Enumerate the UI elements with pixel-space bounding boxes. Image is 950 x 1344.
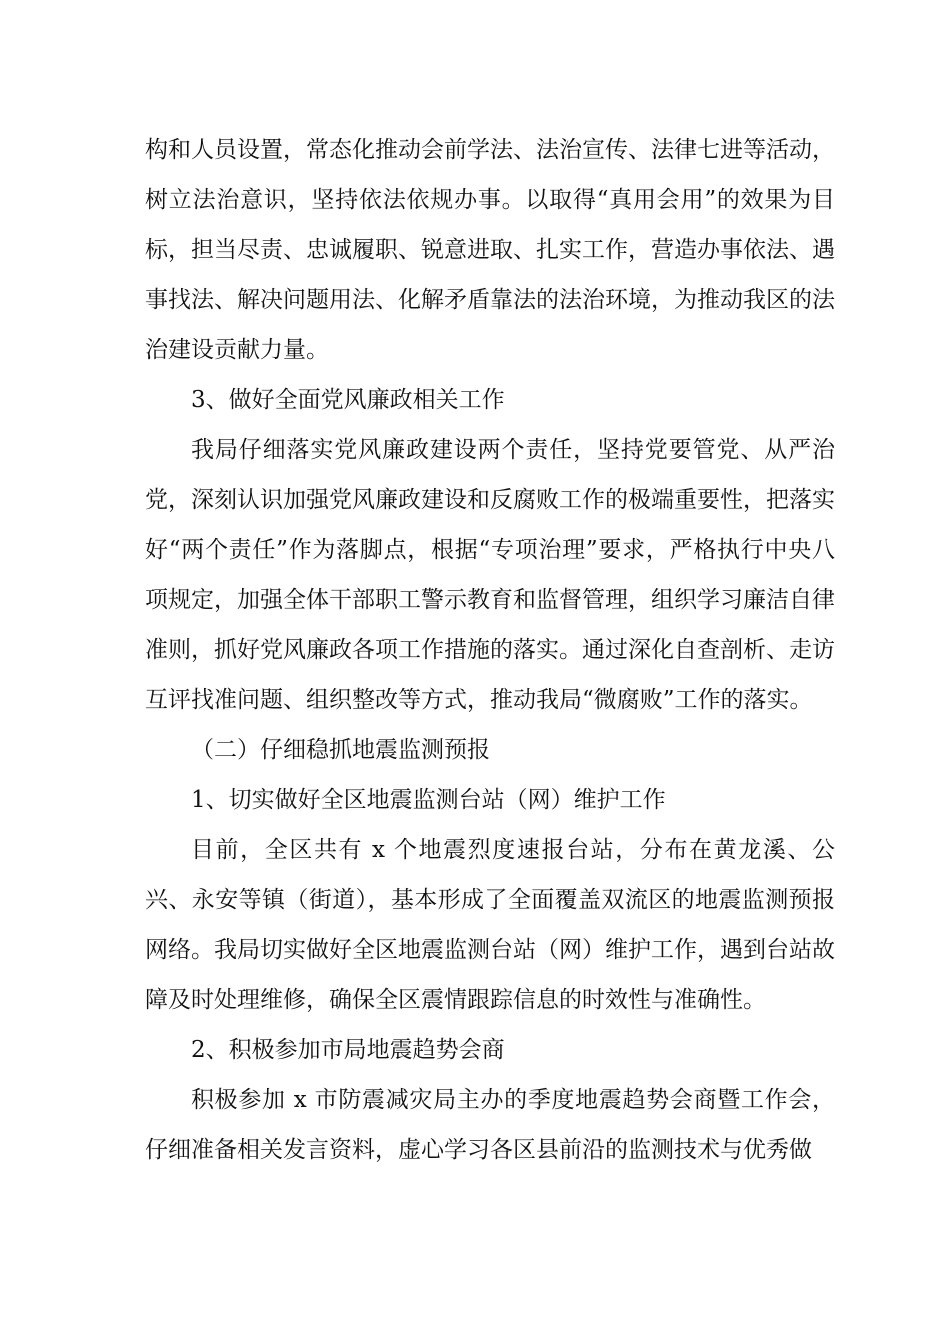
paragraph-party-integrity: 我局仔细落实党风廉政建设两个责任，坚持党要管党、从严治党，深刻认识加强党风廉政建设和反腐败工作的极端重要性，把落实好“两个责任”作为落脚点，根据“专项治理”要求，严格执行中央八项规定，加强全体干部职工警示教育和监督管理，组织学习廉洁自律准则，抓好党风廉政各项工作措施的落实。通过深化自查剖析、走访互评找准问题、组织整改等方式，推动我局“微腐败”工作的落实。 — [145, 437, 835, 713]
document-body — [145, 125, 835, 1175]
paragraph-law-activities: 构和人员设置，常态化推动会前学法、法治宣传、法律七进等活动，树立法治意识，坚持依法依规办事。以取得“真用会用”的效果为目标，担当尽责、忠诚履职、锐意进取、扎实工作，营造办事依法、遇事找法、解决问题用法、化解矛盾靠法的法治环境，为推动我区的法治建设贡献力量。 — [145, 137, 835, 363]
heading-station-maintenance: 1、切实做好全区地震监测台站（网）维护工作 — [191, 787, 666, 813]
heading-earthquake-monitoring: （二）仔细稳抓地震监测预报 — [191, 737, 490, 763]
paragraph-station-maintenance: 目前，全区共有 x 个地震烈度速报台站，分布在黄龙溪、公兴、永安等镇（街道），基本形成了全面覆盖双流区的地震监测预报网络。我局切实做好全区地震监测台站（网）维护工作，遇到台站故障及时处理维修，确保全区震情跟踪信息的时效性与准确性。 — [145, 837, 835, 1013]
heading-trend-consultation: 2、积极参加市局地震趋势会商 — [191, 1037, 505, 1063]
paragraph-trend-consultation: 积极参加 x 市防震减灾局主办的季度地震趋势会商暨工作会，仔细准备相关发言资料，虚心学习各区县前沿的监测技术与优秀做 — [145, 1087, 835, 1163]
heading-party-integrity: 3、做好全面党风廉政相关工作 — [191, 387, 505, 413]
